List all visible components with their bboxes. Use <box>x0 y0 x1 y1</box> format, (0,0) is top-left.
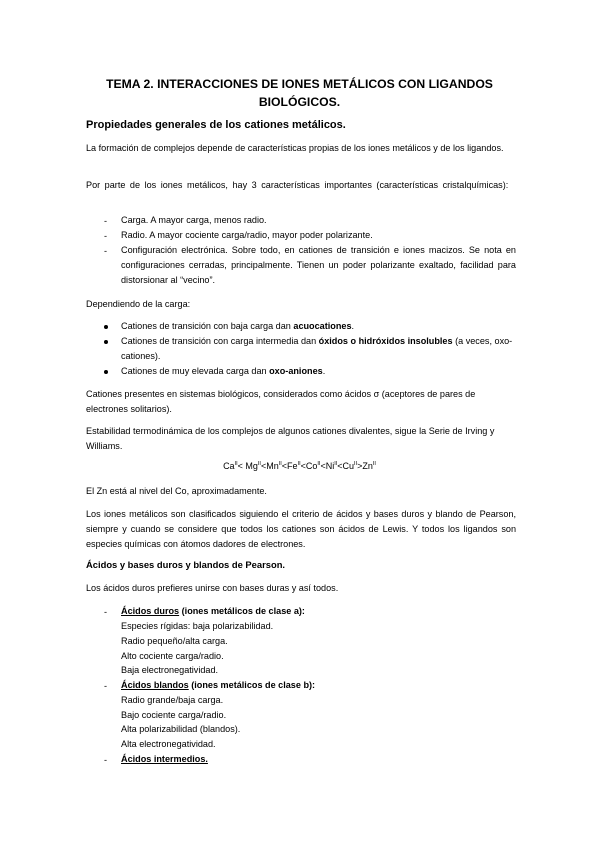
list-item: Carga. A mayor carga, menos radio. <box>121 215 267 225</box>
hard-acid-property: Alto cociente carga/radio. <box>121 651 224 661</box>
soft-acids-heading: Ácidos blandos (iones metálicos de clase b): <box>121 680 316 690</box>
bullet-item: Cationes de transición con baja carga dan acuocationes. <box>121 321 355 331</box>
list-dash: - <box>104 231 108 241</box>
list-item: Configuración electrónica. Sobre todo, en cationes de transición e iones macizos. Se nota en configuraciones cerradas, principalmente. Tienen un poder polarizante exaltado, facilidad para distorsionar al “vecino”. <box>121 245 516 285</box>
title-line-1: TEMA 2. INTERACCIONES DE IONES METÁLICOS CON LIGANDOS <box>106 77 493 91</box>
title-line-2: BIOLÓGICOS. <box>258 95 341 109</box>
hard-acid-property: Radio pequeño/alta carga. <box>121 636 228 646</box>
paragraph-1: La formación de complejos depende de características propias de los iones metálicos y de los ligandos. <box>86 143 504 153</box>
list-dash: - <box>104 681 108 691</box>
bullet-item: Cationes de muy elevada carga dan oxo-aniones. <box>121 366 326 376</box>
irving-williams-series: $Ca^{II}< Mg^{II}<Mn^{II}<Fe^{II}<Co^{II}<Ni^{II}<Cu^{II}>Zn^{II}$ <box>223 461 376 471</box>
list-item: Radio. A mayor cociente carga/radio, mayor poder polarizante. <box>121 230 373 240</box>
page-title <box>86 75 513 111</box>
list-dash: - <box>104 607 108 617</box>
bullet-dot <box>104 370 108 374</box>
paragraph-3: Dependiendo de la carga: <box>86 299 191 309</box>
list-dash: - <box>104 216 108 226</box>
section-heading-pearson: Ácidos y bases duros y blandos de Pearson. <box>86 559 286 570</box>
intermediate-acids-heading: Ácidos intermedios. <box>121 754 208 764</box>
soft-acid-property: Bajo cociente carga/radio. <box>121 710 227 720</box>
paragraph-7: Los iones metálicos son clasificados siguiendo el criterio de ácidos y bases duros y blando de Pearson, siempre y cuando se considere que todos los cationes son ácidos de Lewis. Y todos los ligandos son especies químicas con átomos dadores de electrones. <box>86 509 516 549</box>
bullet-item: Cationes de transición con carga intermedia dan óxidos o hidróxidos insolubles (a veces, oxo-cationes). <box>121 336 513 361</box>
paragraph-2: Por parte de los iones metálicos, hay 3 características importantes (características cristalquímicas): <box>86 180 509 190</box>
list-dash: - <box>104 246 108 256</box>
paragraph-5: Estabilidad termodinámica de los complejos de algunos cationes divalentes, sigue la Serie de Irving y Williams. <box>86 426 495 451</box>
hard-acid-property: Baja electronegatividad. <box>121 665 219 675</box>
hard-acid-property: Especies rígidas: baja polarizabilidad. <box>121 621 274 631</box>
paragraph-8: Los ácidos duros prefieres unirse con bases duras y así todos. <box>86 583 339 593</box>
section-heading-properties: Propiedades generales de los cationes metálicos. <box>86 119 346 131</box>
hard-acids-heading: Ácidos duros (iones metálicos de clase a): <box>121 606 305 616</box>
soft-acid-property: Alta electronegatividad. <box>121 739 216 749</box>
paragraph-6: El Zn está al nivel del Co, aproximadamente. <box>86 486 267 496</box>
paragraph-4: Cationes presentes en sistemas biológicos, considerados como ácidos σ (aceptores de pares de electrones solitarios). <box>86 389 476 414</box>
soft-acid-property: Alta polarizabilidad (blandos). <box>121 724 241 734</box>
bullet-dot <box>104 325 108 329</box>
soft-acid-property: Radio grande/baja carga. <box>121 695 224 705</box>
bullet-dot <box>104 340 108 344</box>
list-dash: - <box>104 755 108 765</box>
